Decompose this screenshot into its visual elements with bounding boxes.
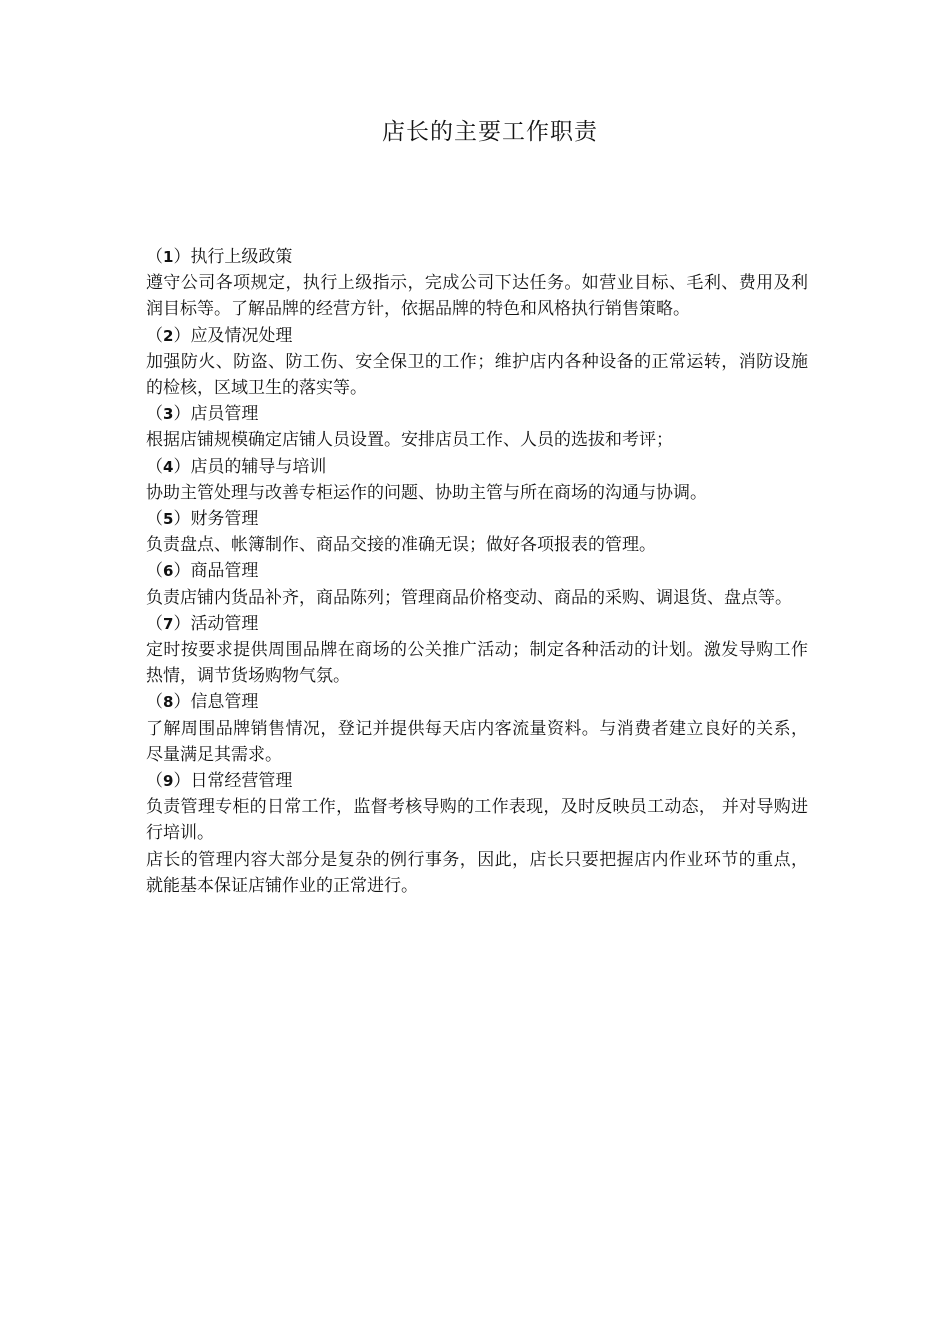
section-open-paren: （: [146, 247, 163, 267]
section-number: 6: [163, 562, 174, 581]
section-body: 定时按要求提供周围品牌在商场的公关推广活动；制定各种活动的计划。激发导购工作热情，调节货场购物气氛。: [146, 640, 808, 687]
section-body: 协助主管处理与改善专柜运作的问题、协助主管与所在商场的沟通与协调。: [146, 482, 707, 503]
section-heading: [146, 768, 808, 794]
section-close-paren: ）: [173, 561, 191, 582]
section-1: [146, 244, 808, 323]
document-body: [146, 244, 808, 899]
section-body: 负责盘点、帐簿制作、商品交接的准确无误；做好各项报表的管理。: [146, 535, 656, 556]
section-8: [146, 689, 808, 768]
section-heading-text: 活动管理: [190, 613, 259, 634]
section-number: 1: [163, 248, 174, 266]
section-body: 根据店铺规模确定店铺人员设置。安排店员工作、人员的选拔和考评；: [146, 430, 673, 451]
section-4: [146, 454, 808, 506]
section-heading-text: 执行上级政策: [190, 247, 293, 267]
section-open-paren: （: [146, 613, 163, 634]
section-heading: [146, 401, 808, 427]
section-body: 了解周围品牌销售情况，登记并提供每天店内客流量资料。与消费者建立良好的关系，尽量满足其需求。: [146, 718, 808, 765]
section-heading-text: 日常经营管理: [190, 771, 293, 792]
section-number: 2: [163, 326, 174, 345]
section-open-paren: （: [146, 771, 163, 792]
section-heading: [146, 689, 808, 715]
section-close-paren: ）: [173, 613, 191, 634]
section-body: 负责管理专柜的日常工作，监督考核导购的工作表现，及时反映员工动态， 并对导购进行培训。: [146, 797, 808, 844]
section-heading-text: 店员管理: [190, 404, 259, 425]
section-close-paren: ）: [173, 771, 191, 792]
section-close-paren: ）: [173, 404, 191, 425]
section-number: 9: [163, 772, 174, 791]
section-close-paren: ）: [173, 325, 191, 346]
section-number: 7: [163, 614, 174, 633]
section-heading: [146, 323, 808, 349]
section-3: [146, 401, 808, 453]
page-title: 店长的主要工作职责: [382, 119, 598, 145]
section-2: [146, 323, 808, 402]
section-9: [146, 768, 808, 847]
section-7: [146, 611, 808, 690]
section-open-paren: （: [146, 509, 163, 530]
section-body: 遵守公司各项规定，执行上级指示，完成公司下达任务。如营业目标、毛利、费用及利润目标等。了解品牌的经营方针，依据品牌的特色和风格执行销售策略。: [146, 273, 808, 320]
section-close-paren: ）: [173, 247, 191, 267]
section-heading: [146, 611, 808, 637]
section-heading: [146, 454, 808, 480]
section-body: 加强防火、防盗、防工伤、安全保卫的工作；维护店内各种设备的正常运转，消防设施的检核，区域卫生的落实等。: [146, 351, 808, 399]
section-open-paren: （: [146, 692, 163, 713]
section-heading-text: 应及情况处理: [190, 325, 293, 346]
section-close-paren: ）: [173, 456, 191, 477]
section-heading-text: 财务管理: [190, 509, 259, 530]
section-open-paren: （: [146, 404, 163, 425]
section-5: [146, 506, 808, 558]
section-open-paren: （: [146, 561, 163, 582]
section-heading-text: 商品管理: [190, 561, 259, 582]
section-body: 负责店铺内货品补齐，商品陈列；管理商品价格变动、商品的采购、调退货、盘点等。: [146, 587, 792, 608]
section-number: 5: [163, 510, 174, 529]
closing-paragraph: 店长的管理内容大部分是复杂的例行事务，因此，店长只要把握店内作业环节的重点，就能基本保证店铺作业的正常进行。: [146, 849, 808, 896]
section-number: 3: [163, 405, 174, 424]
section-close-paren: ）: [173, 509, 191, 530]
section-close-paren: ）: [173, 692, 191, 713]
section-heading: [146, 244, 808, 270]
section-heading-text: 信息管理: [190, 692, 259, 713]
section-heading: [146, 558, 808, 584]
section-heading: [146, 506, 808, 532]
section-6: [146, 558, 808, 610]
section-number: 8: [163, 693, 174, 712]
section-open-paren: （: [146, 456, 163, 477]
section-number: 4: [163, 457, 174, 476]
section-heading-text: 店员的辅导与培训: [190, 456, 327, 477]
section-open-paren: （: [146, 325, 163, 346]
